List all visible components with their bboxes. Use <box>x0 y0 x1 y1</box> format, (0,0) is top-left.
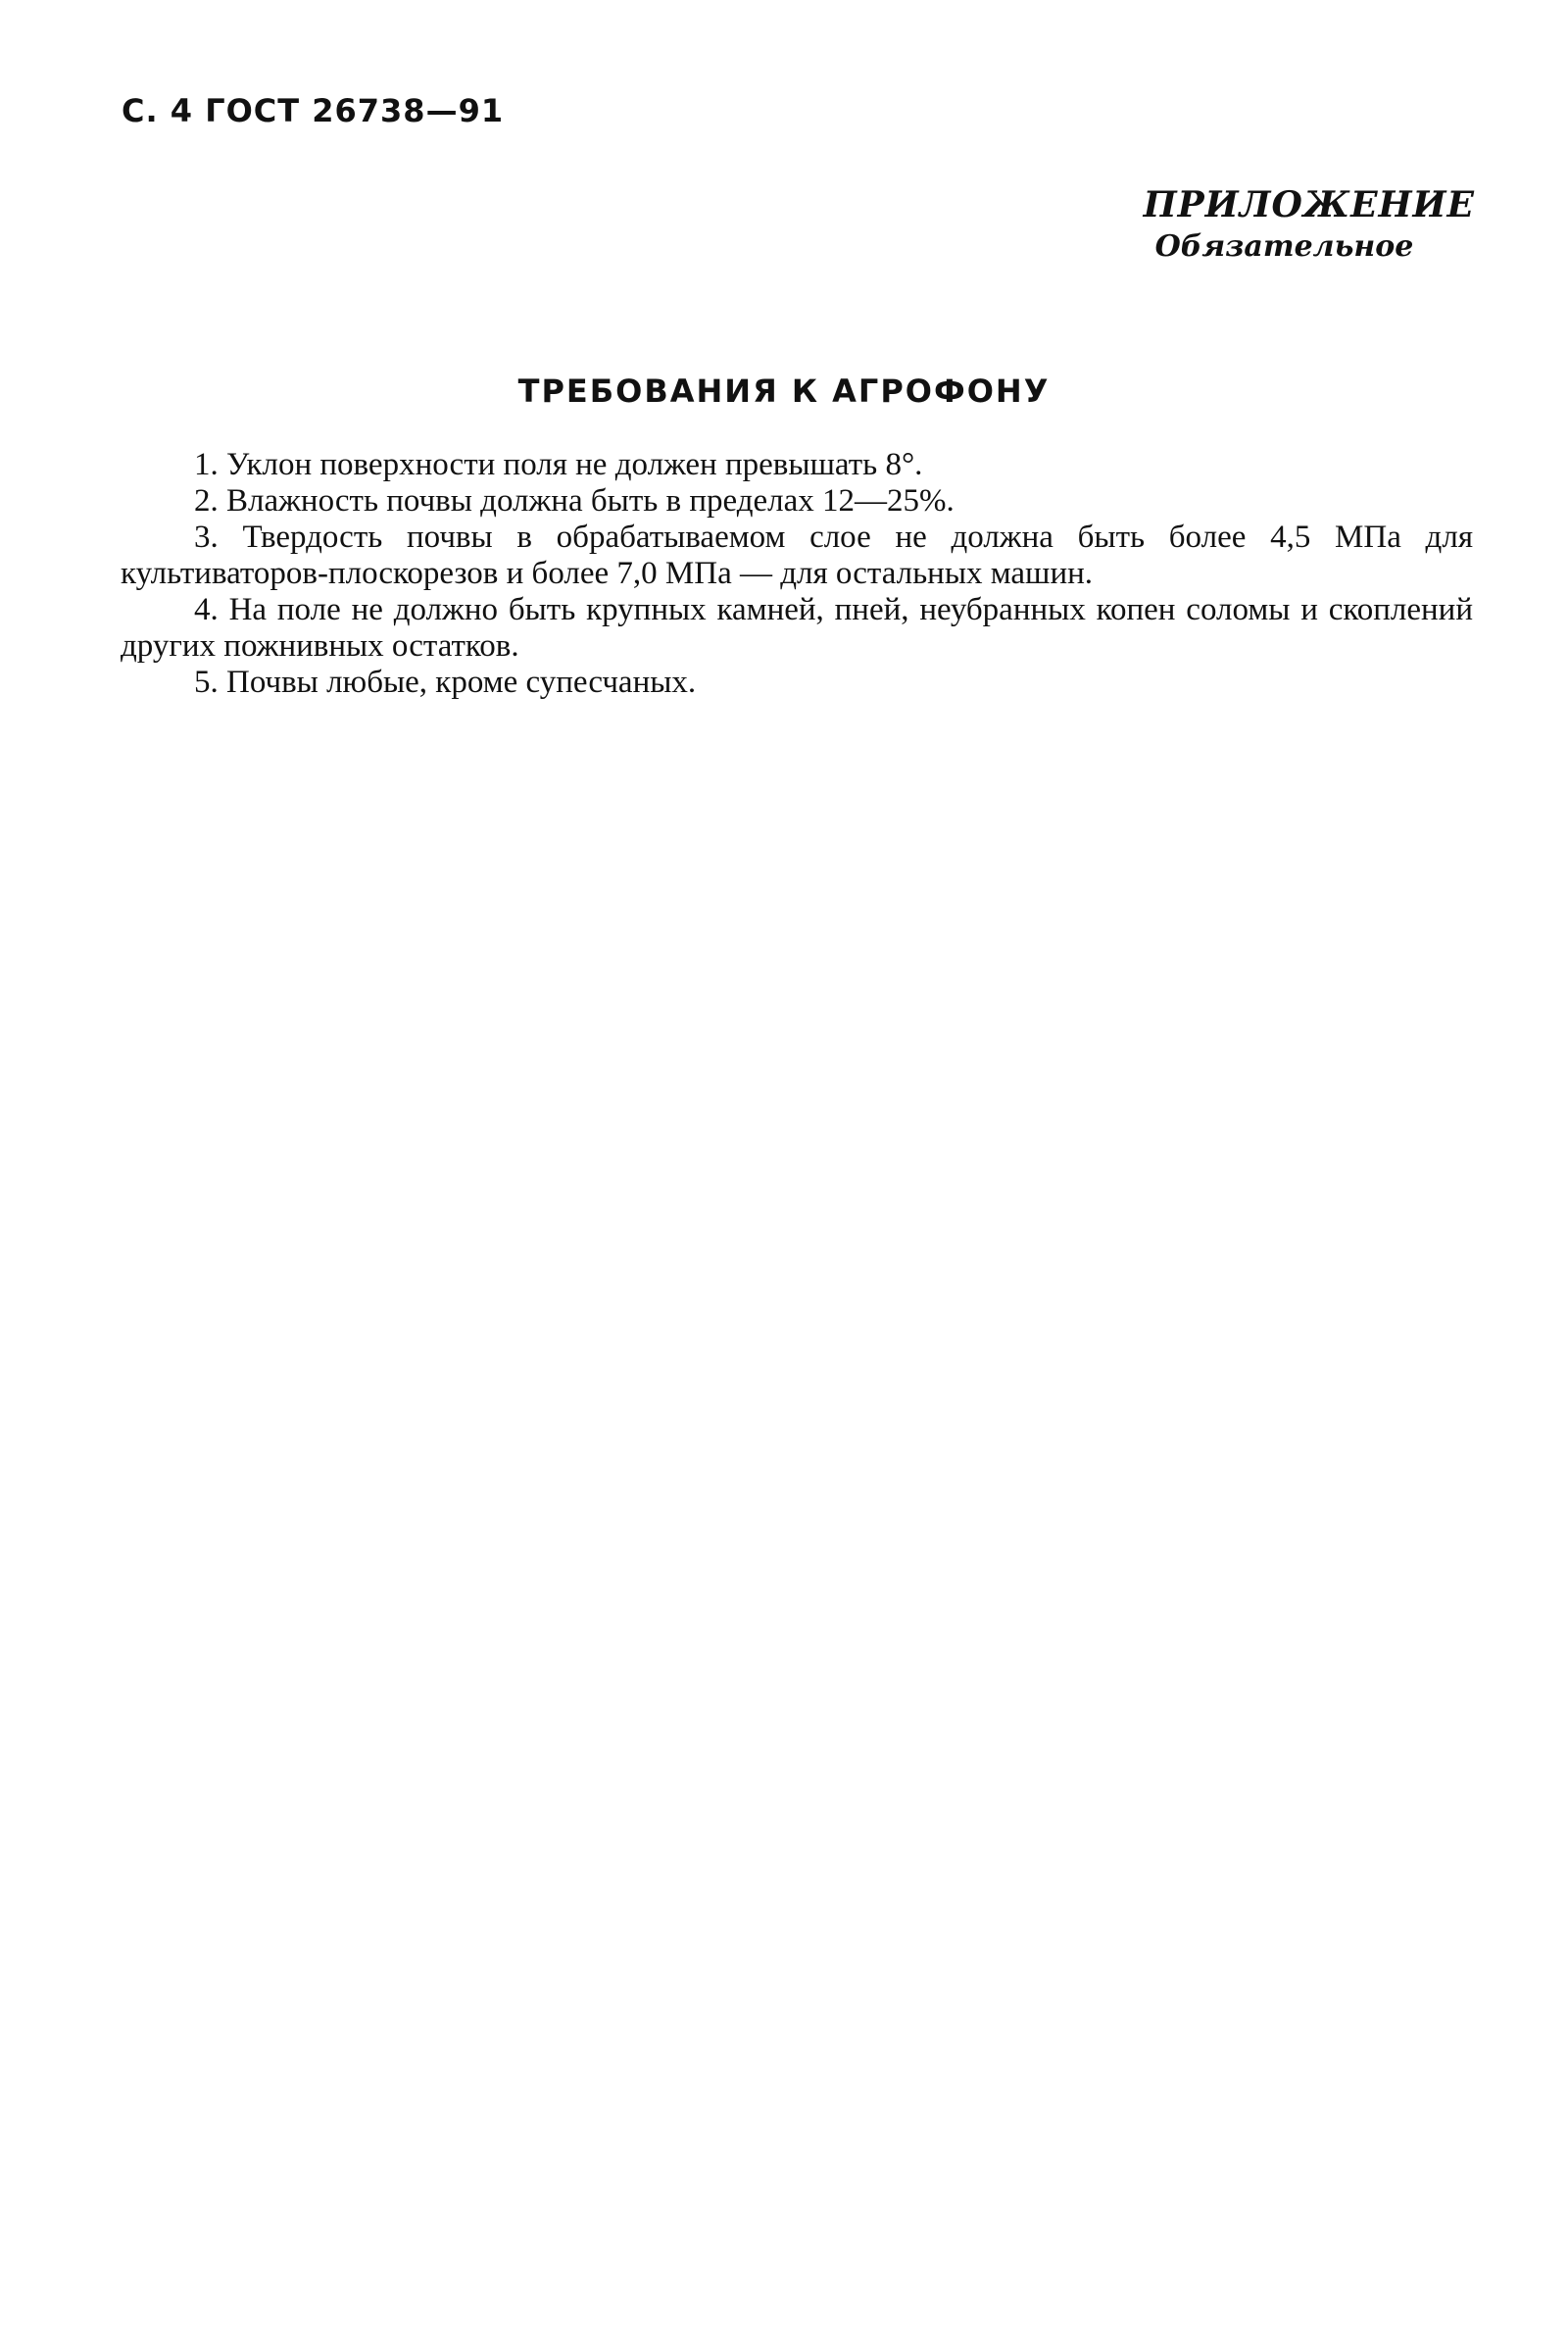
appendix-label <box>1144 182 1475 267</box>
requirements-list <box>121 447 1473 701</box>
page-header: С. 4 ГОСТ 26738—91 <box>122 92 505 129</box>
requirement-item: 3. Твердость почвы в обрабатываемом слое не должна быть более 4,5 МПа для культиваторов-плоскорезов и более 7,0 МПа — для остальных машин. <box>121 520 1473 591</box>
requirement-item: 1. Уклон поверхности поля не должен превышать 8°. <box>194 447 923 482</box>
requirement-item: 4. На поле не должно быть крупных камней, пней, неубранных копен соломы и скоплений других пожнивных остатков. <box>121 592 1473 664</box>
requirement-item: 5. Почвы любые, кроме супесчаных. <box>194 665 697 700</box>
appendix-title: ПРИЛОЖЕНИЕ <box>1143 184 1475 225</box>
section-title: ТРЕБОВАНИЯ К АГРОФОНУ <box>517 372 1051 410</box>
requirement-item: 2. Влажность почвы должна быть в пределах 12—25%. <box>194 483 955 519</box>
appendix-status: Обязательное <box>1154 229 1414 264</box>
